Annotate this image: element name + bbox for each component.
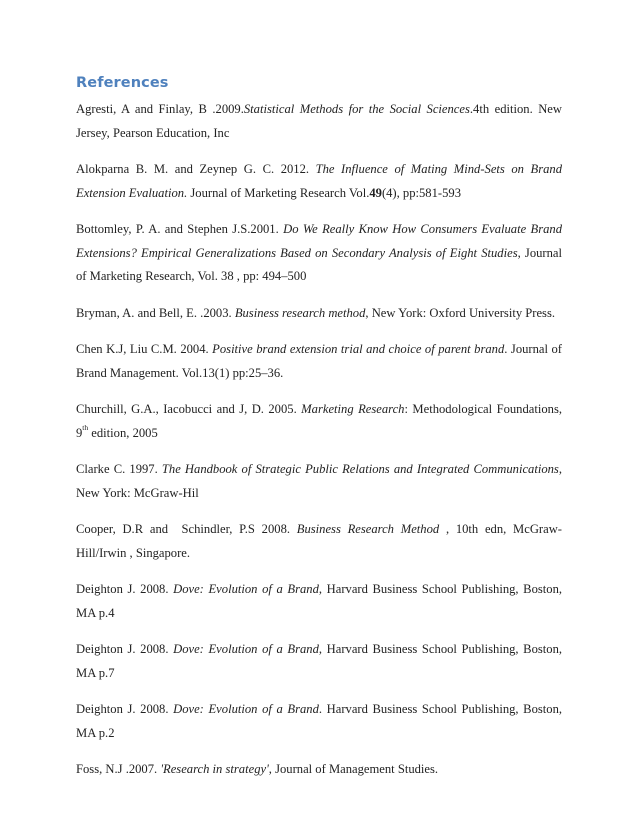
reference-entry [76,518,562,565]
reference-entry [76,218,562,289]
ref-title: Business Research Method [296,522,440,536]
ref-title: Positive brand extension trial and choice of parent brand [212,342,505,356]
ref-title: 'Research in strategy' [160,762,269,776]
reference-entry [76,698,562,745]
ref-title: Business research method [234,305,366,320]
reference-entry [76,578,562,625]
reference-entry [76,98,562,145]
ref-publication: edition, 2005 [88,425,158,440]
ref-authors-year: Clarke C. 1997. [76,462,162,476]
reference-entry [76,302,562,326]
ref-authors-year: Foss, N.J .2007. [76,762,161,776]
ref-authors-year: Deighton J. 2008. [76,582,174,596]
reference-entry [76,398,562,445]
ref-authors-year: Agresti, A and Finlay, B .2009. [76,102,244,116]
ref-publication: .4th edition. New Jersey, Pearson Education, Inc [76,102,562,140]
reference-entry [76,458,562,505]
ref-journal: Journal of Marketing Research Vol. [187,185,370,200]
ref-title: Marketing Research [301,402,405,416]
ref-publication: , New York: McGraw-Hil [76,462,562,500]
reference-entry [76,758,562,782]
ref-superscript: th [82,422,89,432]
ref-title: The Handbook of Strategic Public Relations and Integrated Communications [161,462,559,476]
ref-title: Do We Really Know How Consumers Evaluate Brand Extensions? Empirical Generalizations Based on Secondary Analysis of Eight Studies [76,222,562,260]
ref-publication: (4), pp:581-593 [381,185,461,200]
ref-authors-year: Chen K.J, Liu C.M. 2004. [76,342,213,356]
ref-title: The Influence of Mating Mind-Sets on Brand Extension Evaluation. [76,162,563,200]
ref-title: Dove: Evolution of a Brand [173,702,319,716]
ref-authors-year: Bottomley, P. A. and Stephen J.S.2001. [76,222,284,236]
ref-publication: , Harvard Business School Publishing, Boston, MA p.4 [76,582,563,620]
ref-authors-year: Deighton J. 2008. [76,642,174,656]
ref-authors-year: Alokparna B. M. and Zeynep G. C. 2012. [76,162,316,176]
ref-title: Statistical Methods for the Social Sciences [243,102,470,116]
reference-entry [76,638,562,685]
ref-authors-year: Cooper, D.R and Schindler, P.S 2008. [76,522,297,536]
ref-authors-year: Deighton J. 2008. [76,702,174,716]
ref-publication: , 10th edn, McGraw-Hill/Irwin , Singapore. [76,522,563,560]
ref-title: Dove: Evolution of a Brand [173,582,319,596]
references-heading: References [76,75,169,91]
ref-publication: , Journal of Marketing Research, Vol. 38 , pp: 494–500 [76,245,562,283]
ref-publication: , Harvard Business School Publishing, Boston, MA p.7 [76,642,563,680]
ref-subtitle: : Methodological Foundations, 9 [76,402,563,440]
reference-entry [76,338,562,385]
ref-publication: , New York: Oxford University Press. [365,305,556,320]
ref-title: Dove: Evolution of a Brand [173,642,319,656]
reference-list [76,98,562,795]
reference-entry [76,158,562,205]
ref-publication: , Journal of Management Studies. [268,762,439,776]
ref-publication: . Harvard Business School Publishing, Boston, MA p.2 [76,702,563,740]
ref-authors-year: Bryman, A. and Bell, E. .2003. [76,305,235,320]
ref-volume: 49 [369,185,382,200]
ref-publication: . Journal of Brand Management. Vol.13(1) pp:25–36. [76,342,562,380]
ref-authors-year: Churchill, G.A., Iacobucci and J, D. 2005. [76,402,302,416]
